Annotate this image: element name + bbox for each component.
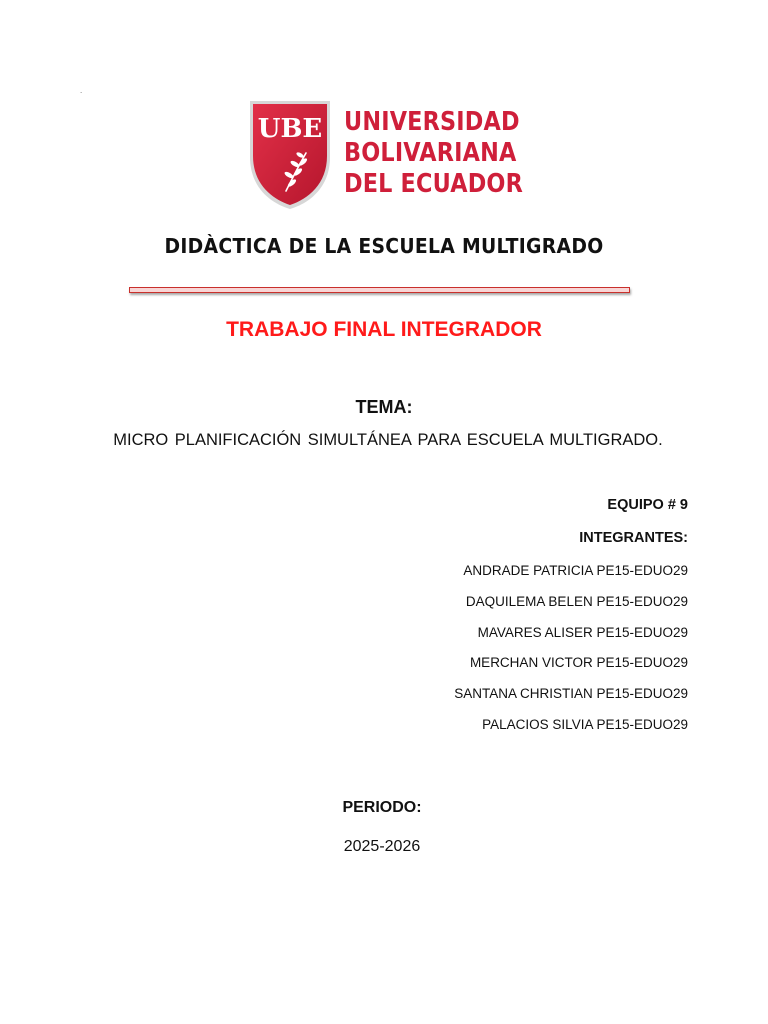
period-value: 2025-2026 xyxy=(343,838,421,855)
member-item: SANTANA CHRISTIAN PE15-EDUO29 xyxy=(454,686,688,702)
tema-label: TEMA: xyxy=(355,397,413,417)
member-item: PALACIOS SILVIA PE15-EDUO29 xyxy=(482,716,688,732)
subject-title: DIDÀCTICA DE LA ESCUELA MULTIGRADO xyxy=(164,234,604,258)
members-label: INTEGRANTES: xyxy=(579,530,688,546)
logo-abbreviation: UBE xyxy=(257,114,323,144)
divider-rule xyxy=(129,287,630,293)
work-title: TRABAJO FINAL INTEGRADOR xyxy=(226,318,542,341)
member-item: ANDRADE PATRICIA PE15-EDUO29 xyxy=(463,563,688,578)
member-item: DAQUILEMA BELEN PE15-EDUO29 xyxy=(465,593,688,609)
university-shield-icon xyxy=(248,99,332,211)
tema-value: MICRO PLANIFICACIÓN SIMULTÁNEA PARA ESCUELA MULTIGRADO. xyxy=(113,430,663,449)
period-label: PERIODO: xyxy=(342,799,422,816)
university-logo xyxy=(248,99,524,211)
page-marker: . xyxy=(80,86,83,95)
member-item: MAVARES ALISER PE15-EDUO29 xyxy=(477,624,688,640)
university-name xyxy=(344,107,524,200)
member-item: MERCHAN VICTOR PE15-EDUO29 xyxy=(469,655,688,671)
university-name-line: DEL ECUADOR xyxy=(344,169,524,199)
university-name-line: UNIVERSIDAD xyxy=(344,107,520,137)
team-block xyxy=(454,496,688,747)
university-name-line: BOLIVARIANA xyxy=(344,138,517,168)
team-number: EQUIPO # 9 xyxy=(607,497,688,513)
